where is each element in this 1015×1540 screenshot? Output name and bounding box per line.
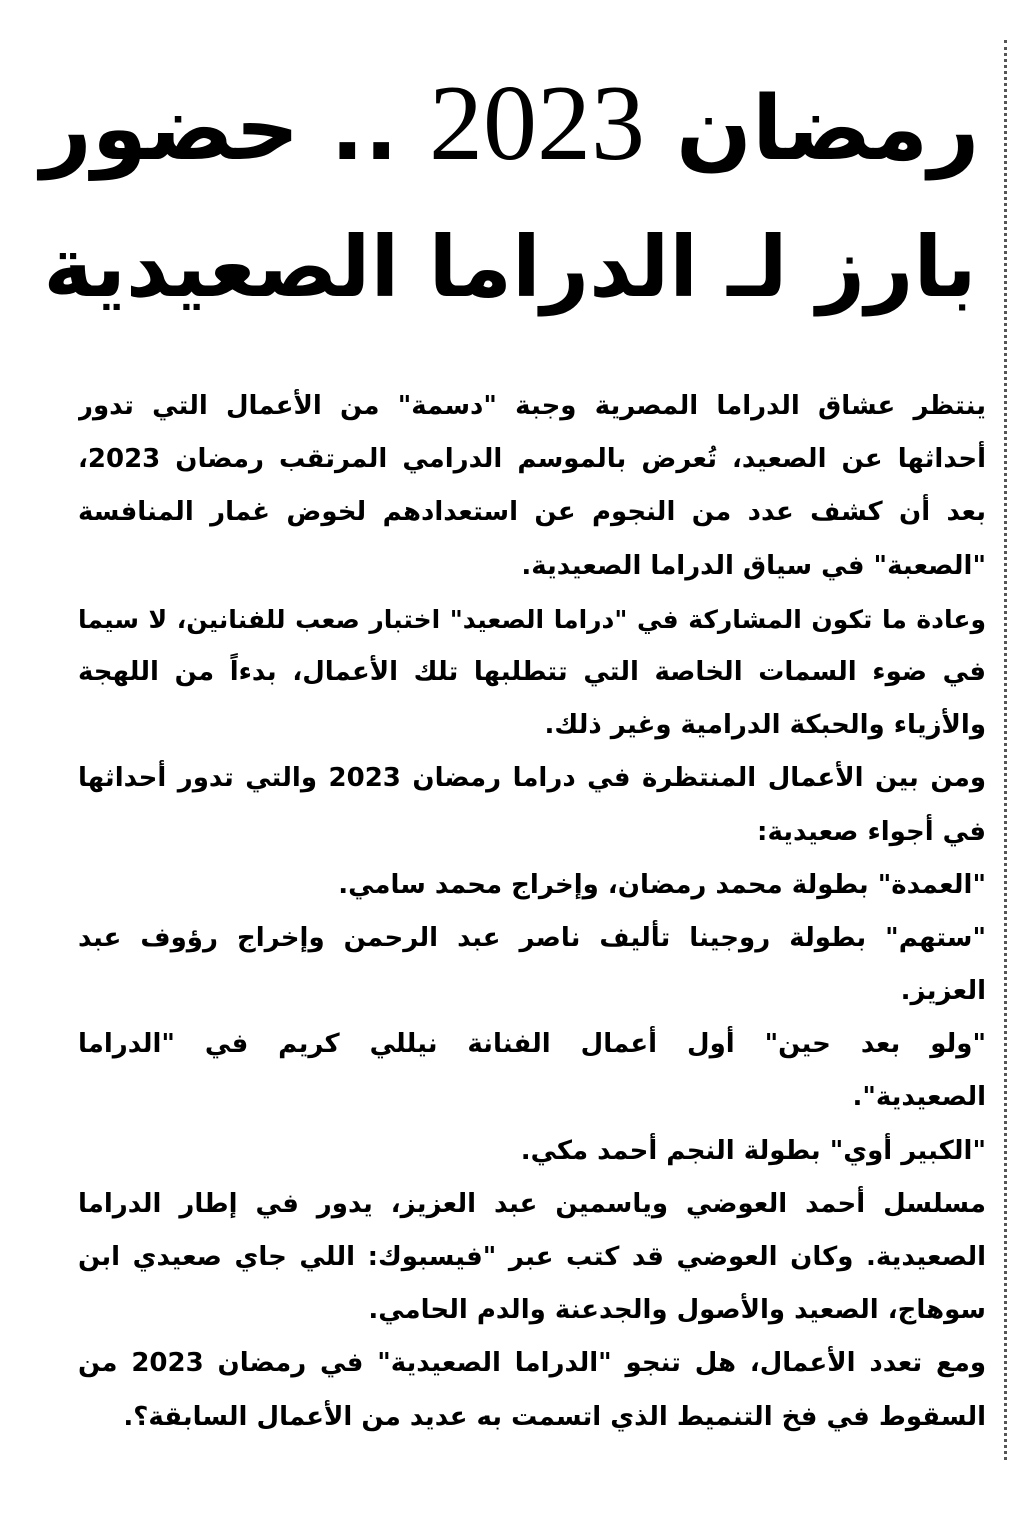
body-line: "الصعبة" في سياق الدراما الصعيدية. [521, 550, 986, 581]
body-line: ومع تعدد الأعمال، هل تنجو "الدراما الصعيدية" في رمضان 2023 من [78, 1348, 986, 1379]
body-line: أحداثها عن الصعيد، تُعرض بالموسم الدرامي المرتقب رمضان 2023، [78, 444, 986, 475]
body-line: ينتظر عشاق الدراما المصرية وجبة "دسمة" من الأعمال التي تدور [78, 391, 986, 421]
headline-text-after: .. حضور [40, 76, 430, 180]
body-line: والأزياء والحبكة الدرامية وغير ذلك. [544, 710, 986, 741]
body-line: في أجواء صعيدية: [757, 816, 986, 847]
body-line: "ستهم" بطولة روجينا تأليف ناصر عبد الرحمن وإخراج رؤوف عبد [78, 922, 986, 953]
body-line: "الكبير أوي" بطولة النجم أحمد مكي. [520, 1135, 986, 1166]
article-body [78, 380, 986, 1444]
body-line: في ضوء السمات الخاصة التي تتطلبها تلك الأعمال، بدءاً من اللهجة [78, 656, 986, 687]
body-line: وعادة ما تكون المشاركة في "دراما الصعيد" اختبار صعب للفنانين، لا سيما [78, 604, 986, 634]
headline-line-2: بارز لـ الدراما الصعيدية [43, 218, 977, 316]
body-line: السقوط في فخ التنميط الذي اتسمت به عديد من الأعمال السابقة؟. [123, 1401, 986, 1432]
body-line: العزيز. [900, 976, 986, 1007]
body-line: الصعيدية". [852, 1082, 986, 1113]
body-line: سوهاج، الصعيد والأصول والجدعنة والدم الحامي. [368, 1295, 986, 1326]
headline-line-1 [40, 64, 980, 183]
headline-year: 2023 [429, 64, 646, 183]
body-line: مسلسل أحمد العوضي وياسمين عبد العزيز، يدور في إطار الدراما [78, 1188, 986, 1219]
body-line: الصعيدية. وكان العوضي قد كتب عبر "فيسبوك: اللي جاي صعيدي ابن [78, 1242, 986, 1272]
body-line: "العمدة" بطولة محمد رمضان، وإخراج محمد سامي. [338, 869, 986, 900]
body-line: ومن بين الأعمال المنتظرة في دراما رمضان 2023 والتي تدور أحداثها [78, 763, 986, 794]
body-line: "ولو بعد حين" أول أعمال الفنانة نيللي كريم في "الدراما [78, 1029, 986, 1060]
column-divider [1004, 40, 1007, 1460]
headline-text-before: رمضان [645, 76, 980, 180]
body-line: بعد أن كشف عدد من النجوم عن استعدادهم لخوض غمار المنافسة [78, 497, 986, 528]
